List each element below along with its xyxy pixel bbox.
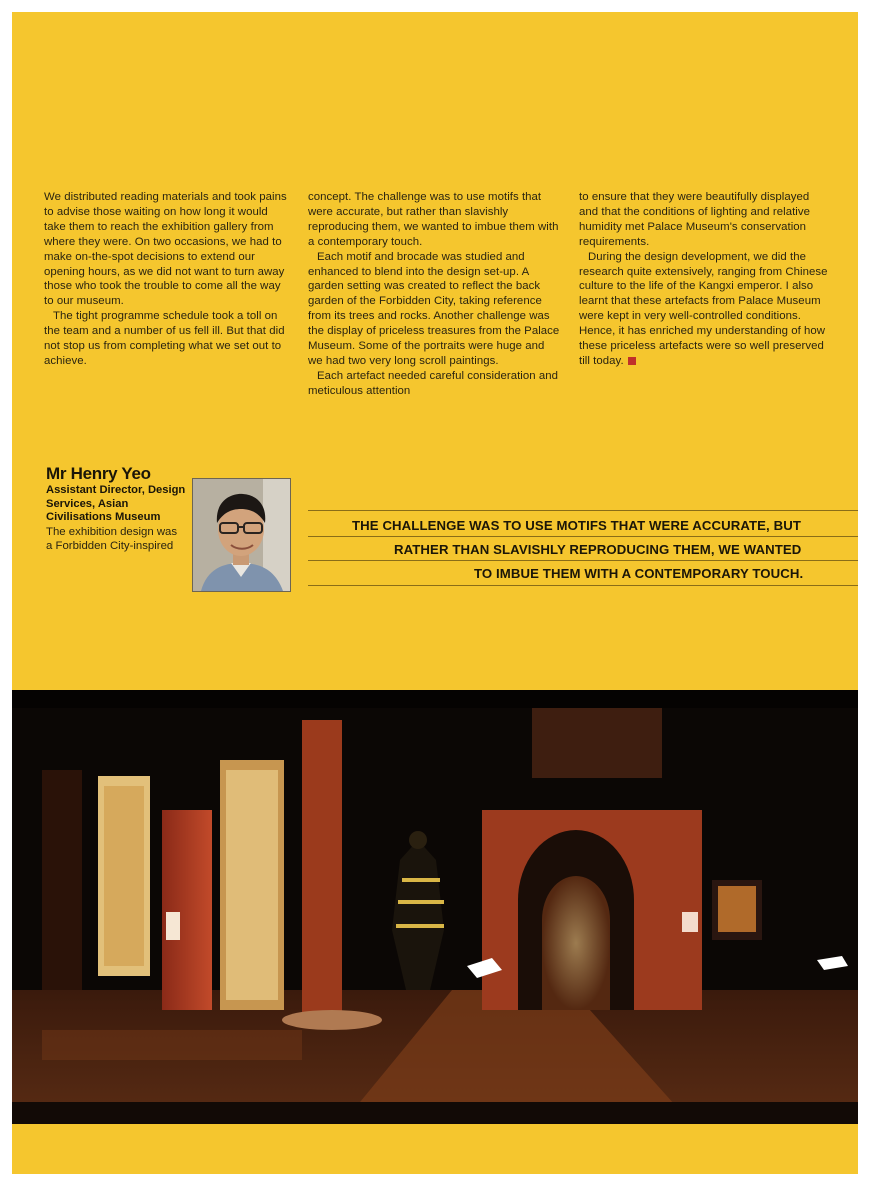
paragraph: concept. The challenge was to use motifs that were accurate, but rather than slavishly reproducing them, we wanted to imbue them with a contemporary touch.	[308, 191, 559, 248]
article-column-3	[579, 190, 829, 369]
article-column-2	[308, 190, 562, 399]
end-of-article-icon	[628, 357, 636, 365]
pull-quote-rule	[308, 510, 858, 511]
gallery-photo-illustration	[12, 690, 858, 1124]
profile-name: Mr Henry Yeo	[46, 464, 151, 483]
paragraph: Each motif and brocade was studied and enhanced to blend into the design set-up. A garden setting was created to reflect the back garden of the Forbidden City, taking reference from its trees and rocks. Another challenge was the display of priceless treasures from the Palace Museum. Some of the portraits were huge and we had two very long scroll paintings.	[308, 250, 560, 367]
magazine-page	[12, 12, 858, 1174]
portrait-photo	[192, 478, 291, 592]
paragraph: Each artefact needed careful consideration and meticulous attention	[308, 369, 559, 397]
pull-quote-line: THE CHALLENGE WAS TO USE MOTIFS THAT WERE ACCURATE, BUT	[352, 518, 801, 533]
article-column-1	[44, 190, 288, 369]
paragraph: We distributed reading materials and took pains to advise those waiting on how long it would take them to reach the exhibition gallery from where they were. On two occasions, we had to make on-the-spot decisions to extend our opening hours, as we did not want to turn away those who took the trouble to come all the way to our museum.	[44, 191, 287, 308]
paragraph: The tight programme schedule took a toll on the team and a number of us fell ill. But that did not stop us from completing what we set out to achieve.	[44, 310, 285, 367]
pull-quote-line: TO IMBUE THEM WITH A CONTEMPORARY TOUCH.	[474, 566, 804, 581]
portrait-illustration	[193, 479, 290, 591]
pull-quote-rule	[308, 585, 858, 586]
profile-role: Assistant Director, Design Services, Asian Civilisations Museum	[46, 484, 186, 524]
pull-quote-rule	[308, 536, 858, 537]
profile-block	[46, 464, 186, 554]
pull-quote-line: RATHER THAN SLAVISHLY REPRODUCING THEM, WE WANTED	[394, 542, 802, 557]
pull-quote-rule	[308, 560, 858, 561]
paragraph: During the design development, we did the research quite extensively, ranging from Chinese culture to the life of the Kangxi emperor. I also learnt that these artefacts from Palace Museum were kept in very well-controlled conditions. Hence, it has enriched my understanding of how these priceless artefacts were so well preserved till today.	[579, 250, 828, 367]
paragraph: to ensure that they were beautifully displayed and that the conditions of lighting and relative humidity met Palace Museum's conservation requirements.	[579, 191, 811, 248]
exhibition-gallery-photo	[12, 690, 858, 1124]
profile-caption: The exhibition design was a Forbidden City-inspired	[46, 525, 178, 553]
